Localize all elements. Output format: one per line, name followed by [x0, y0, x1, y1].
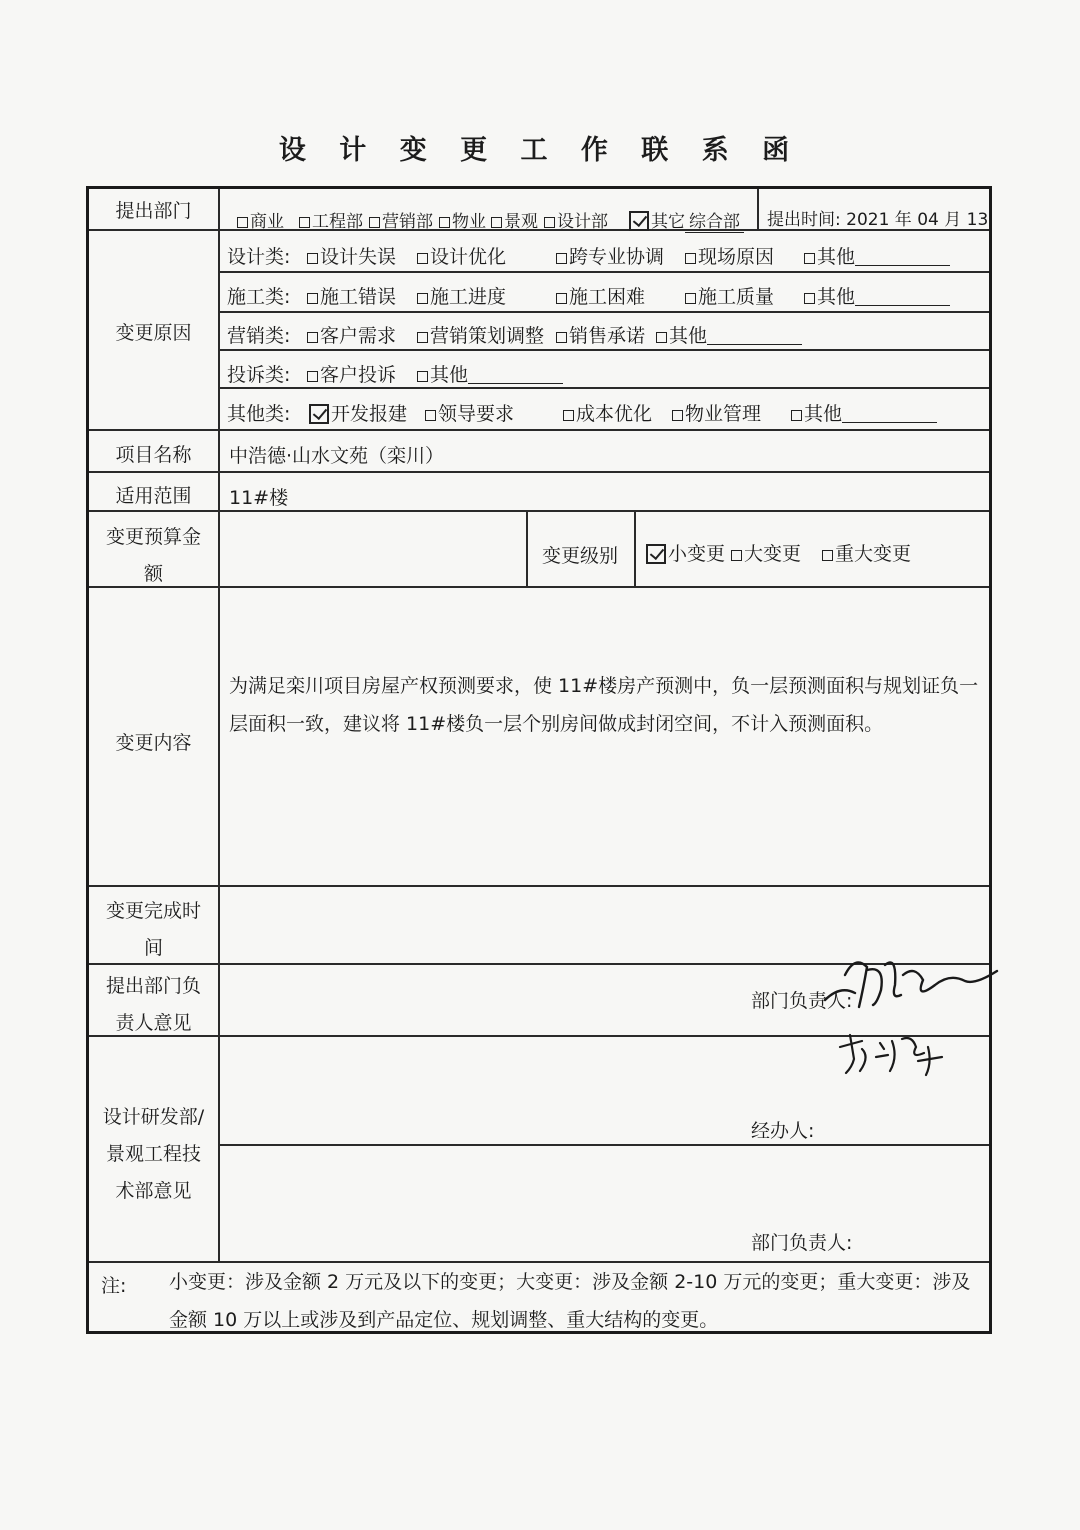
option-site-reason[interactable]: 现场原因: [685, 245, 774, 269]
content-label: 变更内容: [115, 732, 192, 754]
option-other-other[interactable]: 其他: [791, 402, 937, 426]
handler-label: 经办人:: [751, 1120, 815, 1142]
submit-time: 提出时间: 2021 年 04 月 13: [767, 210, 989, 230]
checkbox-icon[interactable]: [369, 217, 380, 228]
checked-checkbox-icon[interactable]: [646, 544, 666, 564]
option-complaint-other[interactable]: 其他: [417, 363, 563, 387]
option-construction-error[interactable]: 施工错误: [307, 285, 396, 309]
checkbox-icon[interactable]: [544, 217, 555, 228]
other-dept-fill: 综合部: [685, 212, 744, 233]
checkbox-icon[interactable]: [299, 217, 310, 228]
checkbox-icon[interactable]: [672, 410, 683, 421]
checkbox-icon[interactable]: [491, 217, 502, 228]
design-category-label: 设计类:: [227, 246, 291, 268]
note-label: 注:: [101, 1275, 127, 1297]
checkbox-icon[interactable]: [685, 293, 696, 304]
option-critical-change[interactable]: 重大变更: [822, 542, 911, 566]
change-form: [86, 186, 992, 1334]
checkbox-icon[interactable]: [417, 293, 428, 304]
checkbox-icon[interactable]: [556, 332, 567, 343]
option-property[interactable]: 物业: [439, 210, 486, 234]
other-category-label: 其他类:: [227, 403, 291, 425]
option-sales-promise[interactable]: 销售承诺: [556, 324, 645, 348]
scope-value[interactable]: 11#楼: [229, 487, 289, 509]
checkbox-icon[interactable]: [804, 293, 815, 304]
option-commercial[interactable]: 商业: [237, 210, 284, 234]
checked-checkbox-icon[interactable]: [309, 404, 329, 424]
project-label: 项目名称: [115, 444, 192, 466]
dept-opinion-label: 提出部门负 责人意见: [105, 975, 201, 1034]
option-design-error[interactable]: 设计失误: [307, 245, 396, 269]
checkbox-icon[interactable]: [307, 332, 318, 343]
page-title: 设 计 变 更 工 作 联 系 函: [278, 135, 802, 166]
dept-signer-label: 部门负责人:: [751, 990, 853, 1012]
complaint-category-label: 投诉类:: [227, 364, 291, 386]
handler-signature: [832, 1027, 952, 1082]
option-marketing-adjust[interactable]: 营销策划调整: [417, 324, 544, 348]
checkbox-icon[interactable]: [822, 550, 833, 561]
option-design-dept[interactable]: 设计部: [544, 210, 608, 234]
content-text[interactable]: [229, 667, 987, 743]
dept-head-signature: [815, 945, 1000, 1020]
marketing-category-label: 营销类:: [227, 325, 291, 347]
option-major-change[interactable]: 大变更: [731, 542, 801, 566]
completion-label: 变更完成时 间: [105, 900, 201, 959]
reason-label: 变更原因: [115, 322, 192, 344]
option-minor-change[interactable]: 小变更: [646, 542, 725, 566]
checkbox-icon[interactable]: [417, 253, 428, 264]
checkbox-icon[interactable]: [804, 253, 815, 264]
checkbox-icon[interactable]: [307, 253, 318, 264]
option-landscape[interactable]: 景观: [491, 210, 538, 234]
option-construction-progress[interactable]: 施工进度: [417, 285, 506, 309]
option-construction-difficulty[interactable]: 施工困难: [556, 285, 645, 309]
option-cross-discipline[interactable]: 跨专业协调: [556, 245, 664, 269]
content-line-1: 为满足栾川项目房屋产权预测要求，使 11#楼房产预测中，负一层预测面积与规划证负一: [229, 675, 979, 697]
checkbox-icon[interactable]: [417, 332, 428, 343]
content-line-2: 层面积一致，建议将 11#楼负一层个别房间做成封闭空间，不计入预测面积。: [229, 713, 884, 735]
department-label: 提出部门: [115, 200, 192, 222]
design-opinion-label: 设计研发部/ 景观工程技 术部意见: [102, 1106, 205, 1202]
checkbox-icon[interactable]: [731, 550, 742, 561]
option-marketing[interactable]: 营销部: [369, 210, 433, 234]
option-customer-demand[interactable]: 客户需求: [307, 324, 396, 348]
construction-category-label: 施工类:: [227, 286, 291, 308]
checkbox-icon[interactable]: [439, 217, 450, 228]
checkbox-icon[interactable]: [307, 293, 318, 304]
option-construction-other[interactable]: 其他: [804, 285, 950, 309]
checkbox-icon[interactable]: [685, 253, 696, 264]
option-marketing-other[interactable]: 其他: [656, 324, 802, 348]
checkbox-icon[interactable]: [556, 293, 567, 304]
checkbox-icon[interactable]: [791, 410, 802, 421]
budget-label: 变更预算金 额: [105, 526, 201, 585]
checkbox-icon[interactable]: [656, 332, 667, 343]
option-design-optimization[interactable]: 设计优化: [417, 245, 506, 269]
checkbox-icon[interactable]: [237, 217, 248, 228]
checkbox-icon[interactable]: [556, 253, 567, 264]
option-design-other[interactable]: 其他: [804, 245, 950, 269]
level-label: 变更级别: [542, 545, 619, 567]
option-leader-request[interactable]: 领导要求: [425, 402, 514, 426]
scope-label: 适用范围: [115, 485, 192, 507]
checkbox-icon[interactable]: [425, 410, 436, 421]
option-construction-quality[interactable]: 施工质量: [685, 285, 774, 309]
checked-checkbox-icon[interactable]: [629, 211, 649, 231]
checkbox-icon[interactable]: [307, 371, 318, 382]
note-line-1: 小变更：涉及金额 2 万元及以下的变更；大变更：涉及金额 2-10 万元的变更；重大变更：涉及: [169, 1271, 971, 1293]
option-development-filing[interactable]: 开发报建: [309, 402, 407, 426]
design-signer-label: 部门负责人:: [751, 1232, 853, 1254]
note-text: [169, 1263, 970, 1339]
option-other-dept[interactable]: 其它 综合部: [629, 210, 744, 234]
checkbox-icon[interactable]: [563, 410, 574, 421]
option-customer-complaint[interactable]: 客户投诉: [307, 363, 396, 387]
note-line-2: 金额 10 万以上或涉及到产品定位、规划调整、重大结构的变更。: [169, 1309, 719, 1331]
checkbox-icon[interactable]: [417, 371, 428, 382]
option-cost-optimization[interactable]: 成本优化: [563, 402, 652, 426]
option-property-management[interactable]: 物业管理: [672, 402, 761, 426]
option-engineering[interactable]: 工程部: [299, 210, 363, 234]
project-value[interactable]: 中浩德·山水文苑（栾川）: [229, 445, 445, 467]
